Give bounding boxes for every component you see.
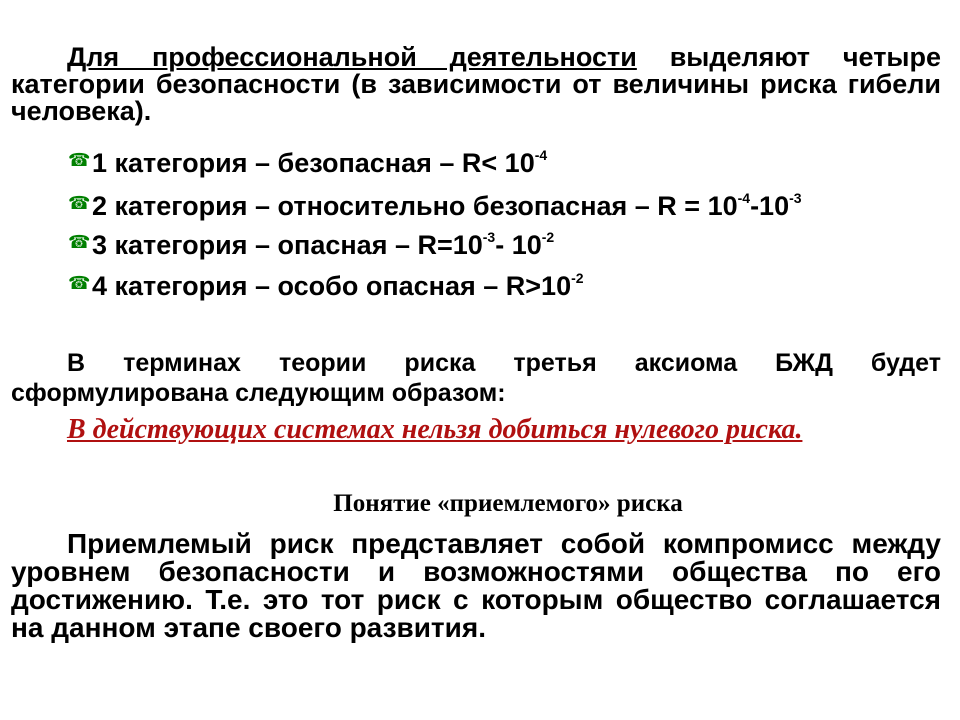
category-item-1: ☎1 категория – безопасная – $R< 10^{-4}$ xyxy=(68,147,548,178)
telephone-icon: ☎ xyxy=(68,232,91,253)
telephone-icon: ☎ xyxy=(68,150,91,171)
category-item-3: ☎3 категория – опасная – $R=10^{-3}-$ $10^{-2}$ xyxy=(68,229,555,260)
intro-text: выделяют четыре категории безопасности (в зависимости от величины риска гибели человека). xyxy=(11,42,941,126)
category-item-2: ☎2 категория – относительно безопасная – $R = 10^{-4}-10^{-3}$ xyxy=(68,190,802,221)
intro-underlined-text: Для профессиональной деятельности xyxy=(67,42,637,72)
section-heading: Понятие «приемлемого» риска xyxy=(333,490,683,517)
axiom-statement: В действующих системах нельзя добиться нулевого риска. xyxy=(67,414,803,445)
axiom-intro-paragraph: В терминах теории риска третья аксиома БЖД будет сформулирована следующим образом: xyxy=(11,349,941,407)
telephone-icon: ☎ xyxy=(68,273,91,294)
telephone-icon: ☎ xyxy=(68,193,91,214)
category-item-4: ☎4 категория – особо опасная – $R>10^{-2}$ xyxy=(68,270,584,301)
intro-paragraph xyxy=(11,44,941,125)
definition-paragraph: Приемлемый риск представляет собой компромисс между уровнем безопасности и возможностями общества по его достижению. Т.е. это тот риск с которым общество соглашается на данном этапе своего развития. xyxy=(11,528,941,643)
